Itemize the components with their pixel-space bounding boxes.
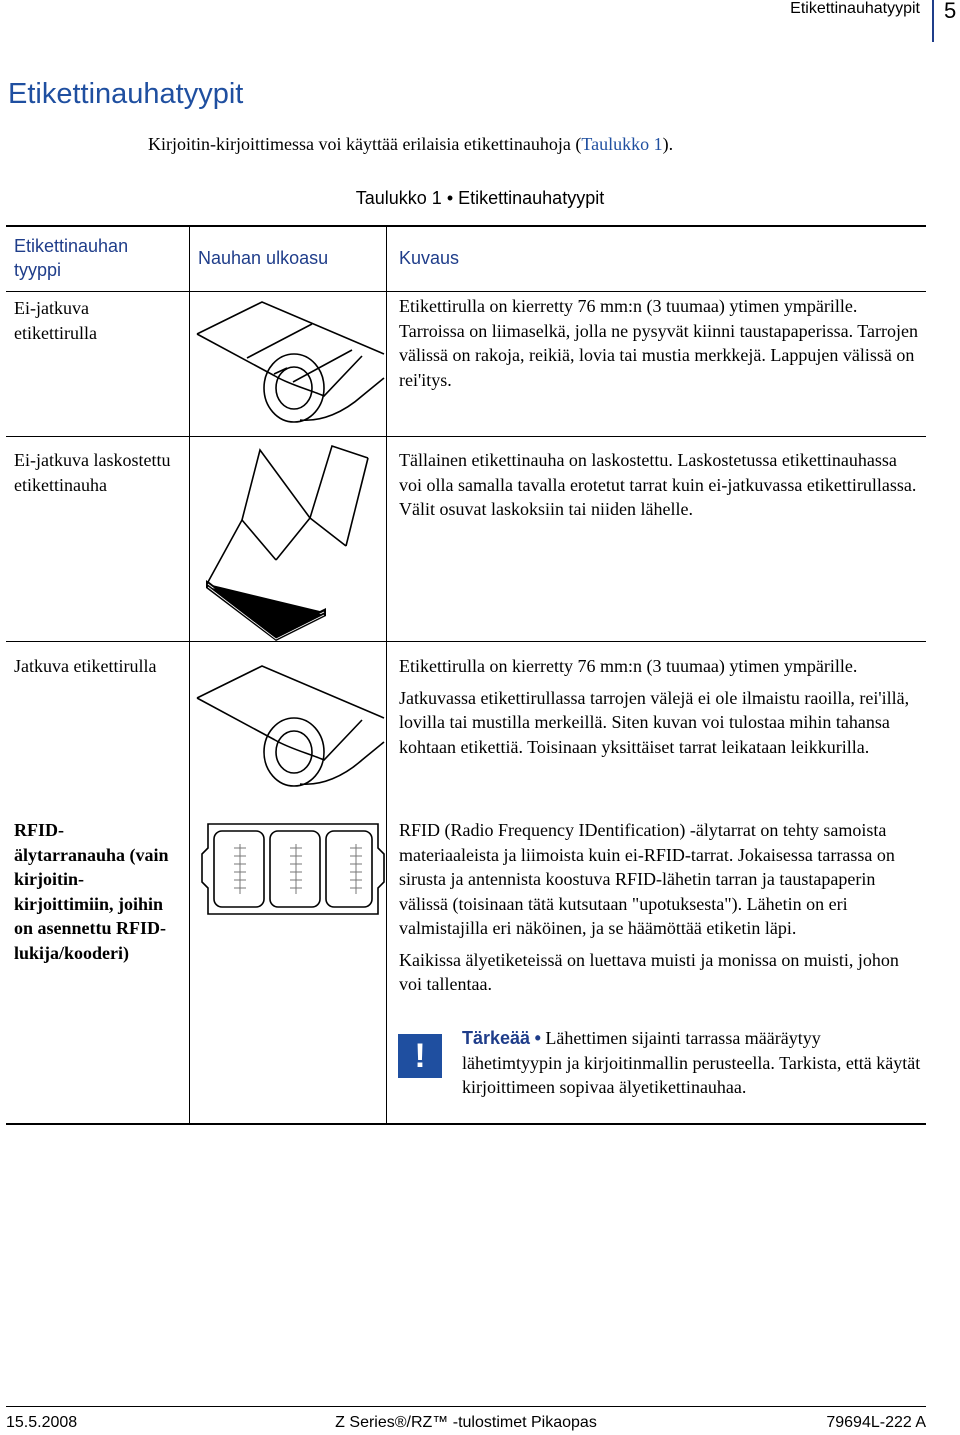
column-divider [386,226,387,1124]
media-type-label: Jatkuva etikettirulla [14,656,157,676]
media-description [399,448,919,529]
description-paragraph: RFID (Radio Frequency IDentification) -älytarrat on tehty samoista materiaaleista ja liimoista kuin ei-RFID-tarrat. Jokaisessa tarrassa on sirusta ja antennista koostuva RFID-lähetin tarran ja taustapaperin välissä (toisinaan tätä kutsutaan "upotuksesta"). Lähetin on eri valmistajilla eri näköinen, ja se häämöttää etiketin läpi. [399,820,895,938]
description-paragraph: Etikettirulla on kierretty 76 mm:n (3 tuumaa) ytimen ympärille. [399,656,858,676]
media-description [399,294,919,399]
intro-text-end: ). [662,134,674,154]
intro-paragraph [148,134,673,155]
running-header: Etikettinauhatyypit [790,0,920,17]
column-divider [189,226,190,1124]
rfid-labels-icon [198,818,384,918]
table-reference-link[interactable]: Taulukko 1 [581,134,663,154]
table-top-rule [6,225,926,227]
column-header-appearance: Nauhan ulkoasu [198,248,329,268]
fanfold-labels-icon [192,440,384,640]
footer-doc-number: 79694L-222 A [826,1414,926,1431]
continuous-roll-icon [192,660,384,800]
description-paragraph: Tällainen etikettinauha on laskostettu. Laskostetussa etikettinauhassa voi olla samalla tavalla erotetut tarrat kuin ei-jatkuvassa etikettirullassa. Välit osuvat laskoksiin tai niiden lähelle. [399,450,917,519]
exclamation-icon: ! [398,1034,442,1078]
table-bottom-rule [6,1123,926,1125]
table-row-rule [6,436,926,437]
table-row-rule [6,641,926,642]
media-description [399,654,919,766]
media-type-label: Ei-jatkuva laskostettu etikettinauha [14,450,171,495]
footer-rule [6,1406,926,1407]
media-type-label: RFID-älytarranauha (vain kirjoitin-kirjoittimiin, joihin on asennettu RFID-lukija/kooderi) [14,820,169,963]
label-roll-gapped-icon [192,296,384,436]
header-divider [932,0,934,42]
description-paragraph: Kaikissa älyetiketeissä on luettava muisti ja monissa on muisti, johon voi tallentaa. [399,949,899,994]
important-body: Lähettimen sijainti tarrassa määräytyy lähetimtyypin ja kirjoitinmallin perusteella. Tarkista, että käytät kirjoittimeen sopivaa älyetikettinauhaa. [462,1028,921,1097]
footer-product: Z Series®/RZ™ -tulostimet Pikaopas [335,1414,597,1431]
media-type-label: Ei-jatkuva etikettirulla [14,298,97,343]
media-description [399,818,919,1004]
page-number: 5 [944,0,957,23]
column-header-type: Etikettinauhan tyyppi [14,236,129,280]
page-title: Etikettinauhatyypit [8,78,244,110]
intro-text: Kirjoitin-kirjoittimessa voi käyttää erilaisia etikettinauhoja ( [148,134,582,154]
footer-date: 15.5.2008 [6,1414,78,1431]
description-paragraph: Jatkuvassa etikettirullassa tarrojen välejä ei ole ilmaistu raoilla, rei'illä, lovilla tai mustilla merkeillä. Siten kuvan voi tulostaa mihin tahansa kohtaan etikettiä. Toisinaan yksittäiset tarrat leikataan leikkurilla. [399,687,910,757]
table-caption: Taulukko 1 • Etikettinauhatyypit [355,188,605,208]
bullet-separator: • [534,1028,541,1048]
important-note-text [462,1026,922,1100]
description-paragraph: Etikettirulla on kierretty 76 mm:n (3 tuumaa) ytimen ympärille. Tarroissa on liimaselkä, jolla ne pysyvät kiinni taustapaperissa. Tarrojen välissä on rakoja, reikiä, lovia tai mustia merkkejä. Lappujen välissä on rei'itys. [399,296,919,390]
column-header-description: Kuvaus [399,248,460,268]
important-label: Tärkeää [462,1028,531,1048]
table-header-rule [6,291,926,292]
